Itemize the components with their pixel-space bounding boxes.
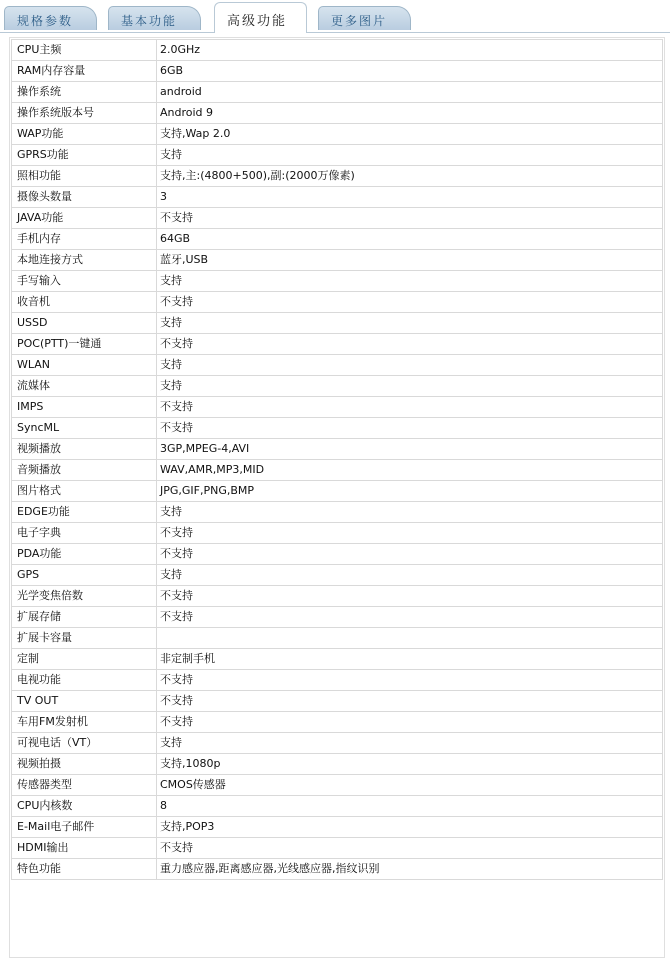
spec-value: 2.0GHz — [157, 40, 663, 61]
spec-value: 3 — [157, 187, 663, 208]
table-row — [12, 691, 663, 712]
table-row — [12, 859, 663, 880]
table-row — [12, 754, 663, 775]
spec-value: 支持 — [157, 376, 663, 397]
table-row — [12, 607, 663, 628]
spec-table — [11, 39, 663, 880]
spec-value: 不支持 — [157, 670, 663, 691]
spec-label: 特色功能 — [12, 859, 157, 880]
spec-value: 不支持 — [157, 838, 663, 859]
spec-label: 车用FM发射机 — [12, 712, 157, 733]
table-row — [12, 817, 663, 838]
spec-value: 不支持 — [157, 523, 663, 544]
spec-value: 不支持 — [157, 397, 663, 418]
spec-value: 支持 — [157, 733, 663, 754]
spec-label: POC(PTT)一键通 — [12, 334, 157, 355]
spec-value: 不支持 — [157, 607, 663, 628]
table-row — [12, 418, 663, 439]
spec-label: USSD — [12, 313, 157, 334]
tab-basic-features[interactable]: 基本功能 — [108, 6, 201, 30]
spec-label: 定制 — [12, 649, 157, 670]
spec-label: 操作系统版本号 — [12, 103, 157, 124]
spec-value: 6GB — [157, 61, 663, 82]
spec-label: 手机内存 — [12, 229, 157, 250]
spec-value: 支持,Wap 2.0 — [157, 124, 663, 145]
spec-value: 支持 — [157, 313, 663, 334]
table-row — [12, 649, 663, 670]
table-row — [12, 40, 663, 61]
spec-value: 支持 — [157, 355, 663, 376]
spec-value: 不支持 — [157, 418, 663, 439]
table-row — [12, 271, 663, 292]
spec-label: 本地连接方式 — [12, 250, 157, 271]
spec-value: 重力感应器,距离感应器,光线感应器,指纹识别 — [157, 859, 663, 880]
spec-value: 蓝牙,USB — [157, 250, 663, 271]
spec-value: android — [157, 82, 663, 103]
table-row — [12, 124, 663, 145]
spec-value: JPG,GIF,PNG,BMP — [157, 481, 663, 502]
table-row — [12, 145, 663, 166]
spec-label: IMPS — [12, 397, 157, 418]
table-row — [12, 61, 663, 82]
spec-label: 可视电话（VT） — [12, 733, 157, 754]
spec-label: 图片格式 — [12, 481, 157, 502]
spec-label: 流媒体 — [12, 376, 157, 397]
spec-value: 不支持 — [157, 334, 663, 355]
tab-specs[interactable]: 规格参数 — [4, 6, 97, 30]
table-row — [12, 334, 663, 355]
spec-value — [157, 628, 663, 649]
spec-label: 视频播放 — [12, 439, 157, 460]
spec-label: 视频拍摄 — [12, 754, 157, 775]
table-row — [12, 397, 663, 418]
table-row — [12, 565, 663, 586]
spec-label: 传感器类型 — [12, 775, 157, 796]
spec-label: WLAN — [12, 355, 157, 376]
table-row — [12, 712, 663, 733]
table-row — [12, 775, 663, 796]
table-row — [12, 502, 663, 523]
table-row — [12, 523, 663, 544]
spec-label: TV OUT — [12, 691, 157, 712]
spec-label: 收音机 — [12, 292, 157, 313]
spec-label: GPS — [12, 565, 157, 586]
spec-label: 光学变焦倍数 — [12, 586, 157, 607]
spec-value: CMOS传感器 — [157, 775, 663, 796]
spec-label: CPU内核数 — [12, 796, 157, 817]
table-row — [12, 208, 663, 229]
table-row — [12, 670, 663, 691]
spec-label: 扩展存储 — [12, 607, 157, 628]
tab-more-images[interactable]: 更多图片 — [318, 6, 411, 30]
table-row — [12, 292, 663, 313]
spec-value: WAV,AMR,MP3,MID — [157, 460, 663, 481]
tab-advanced-features[interactable]: 高级功能 — [214, 2, 307, 33]
spec-label: PDA功能 — [12, 544, 157, 565]
table-row — [12, 439, 663, 460]
table-row — [12, 313, 663, 334]
spec-label: E-Mail电子邮件 — [12, 817, 157, 838]
spec-label: 操作系统 — [12, 82, 157, 103]
table-row — [12, 103, 663, 124]
spec-value: 不支持 — [157, 691, 663, 712]
spec-value: 支持 — [157, 565, 663, 586]
spec-value: 64GB — [157, 229, 663, 250]
spec-value: 支持,POP3 — [157, 817, 663, 838]
spec-label: 扩展卡容量 — [12, 628, 157, 649]
spec-value: Android 9 — [157, 103, 663, 124]
table-row — [12, 376, 663, 397]
spec-value: 3GP,MPEG-4,AVI — [157, 439, 663, 460]
spec-label: WAP功能 — [12, 124, 157, 145]
spec-value: 非定制手机 — [157, 649, 663, 670]
spec-value: 不支持 — [157, 586, 663, 607]
spec-label: SyncML — [12, 418, 157, 439]
spec-label: 手写输入 — [12, 271, 157, 292]
spec-value: 支持 — [157, 271, 663, 292]
table-row — [12, 166, 663, 187]
spec-value: 支持,主:(4800+500),副:(2000万像素) — [157, 166, 663, 187]
spec-label: JAVA功能 — [12, 208, 157, 229]
spec-label: 照相功能 — [12, 166, 157, 187]
spec-value: 支持,1080p — [157, 754, 663, 775]
table-row — [12, 733, 663, 754]
spec-label: 电视功能 — [12, 670, 157, 691]
spec-label: GPRS功能 — [12, 145, 157, 166]
spec-label: EDGE功能 — [12, 502, 157, 523]
spec-label: 音频播放 — [12, 460, 157, 481]
table-row — [12, 355, 663, 376]
spec-label: HDMI输出 — [12, 838, 157, 859]
table-row — [12, 481, 663, 502]
table-row — [12, 544, 663, 565]
table-row — [12, 82, 663, 103]
tab-bar — [0, 0, 670, 33]
spec-value: 不支持 — [157, 208, 663, 229]
spec-value: 支持 — [157, 145, 663, 166]
spec-label: 摄像头数量 — [12, 187, 157, 208]
table-row — [12, 229, 663, 250]
table-row — [12, 460, 663, 481]
spec-value: 不支持 — [157, 712, 663, 733]
table-row — [12, 628, 663, 649]
table-row — [12, 838, 663, 859]
spec-value: 支持 — [157, 502, 663, 523]
table-row — [12, 796, 663, 817]
table-row — [12, 250, 663, 271]
spec-label: RAM内存容量 — [12, 61, 157, 82]
spec-label: CPU主频 — [12, 40, 157, 61]
spec-value: 不支持 — [157, 292, 663, 313]
spec-value: 不支持 — [157, 544, 663, 565]
table-row — [12, 187, 663, 208]
spec-value: 8 — [157, 796, 663, 817]
spec-label: 电子字典 — [12, 523, 157, 544]
table-row — [12, 586, 663, 607]
